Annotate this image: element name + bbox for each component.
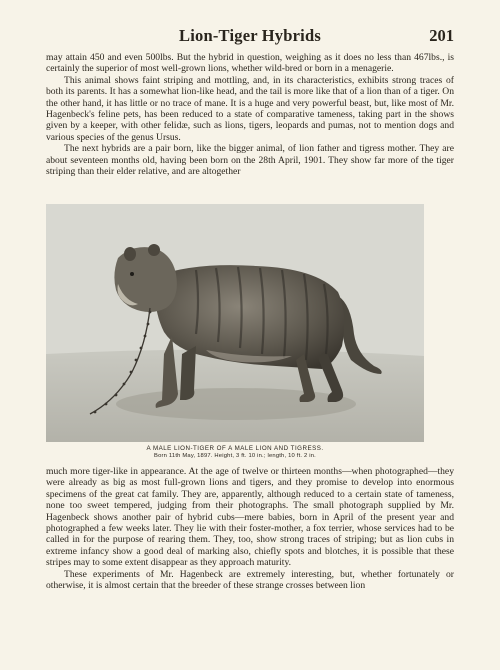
lion-tiger-photograph — [46, 204, 424, 442]
figure-subcaption: Born 11th May, 1897. Height, 3 ft. 10 in.; length, 10 ft. 2 in. — [154, 453, 316, 459]
page-number: 201 — [429, 26, 454, 45]
paragraph-2: This animal shows faint striping and mottling, and, in its characteristics, exhibits strong traces of both its parents. It has a somewhat lion-like head, and the tail is more like that of a lion than of a tiger. On the other hand, it has little or no trace of mane. It is a huge and very powerful beast, but, like most of Mr. Hagenbeck's feline pets, has been reduced to a state of comparative tameness, taking part in the shows given by a keeper, with other felidæ, such as lions, tigers, leopards and pumas, not to mention dogs and various species of the genus Ursus. — [46, 74, 454, 143]
upper-text-block — [46, 52, 454, 177]
lower-text-block — [46, 466, 454, 591]
paragraph-4: much more tiger-like in appearance. At the age of twelve or thirteen months—when photographed—they were already as big as most full-grown lions and tigers, and they promise to develop into enormous specimens of the great cat family. They are, apparently, although reduced to a certain state of tameness, none too sweet tempered, judging from their photographs. The small photograph supplied by Mr. Hagenbeck shows another pair of hybrid cubs—mere babies, born in April of the present year and photographed a few weeks later. They lie with their foster-mother, a fox terrier, whose services had to be called in for the purpose of rearing them. They, too, show strong traces of striping; but as lion cubs in extreme infancy show a good deal of marking also, chiefly spots and blotches, it is possible that these stripes may to some extent disappear as they approach maturity. — [46, 466, 454, 569]
paragraph-3: The next hybrids are a pair born, like the bigger animal, of lion father and tigress mother. They are about seventeen months old, having been born on the 28th April, 1901. They show far more of the tiger striping than their elder relative, and are altogether — [46, 143, 454, 178]
paragraph-1: may attain 450 and even 500lbs. But the hybrid in question, weighing as it does no less than 467lbs., is certainly the superior of most well-grown lions, whether wild-bred or born in a menagerie. — [46, 52, 454, 75]
running-title: Lion-Tiger Hybrids — [179, 26, 321, 45]
figure-caption: A MALE LION-TIGER OF A MALE LION AND TIGRESS. — [146, 445, 324, 452]
page-header — [46, 26, 454, 48]
paragraph-5: These experiments of Mr. Hagenbeck are extremely interesting, but, whether fortunately or otherwise, it is almost certain that the breeder of these strange crosses between lion — [46, 568, 454, 592]
